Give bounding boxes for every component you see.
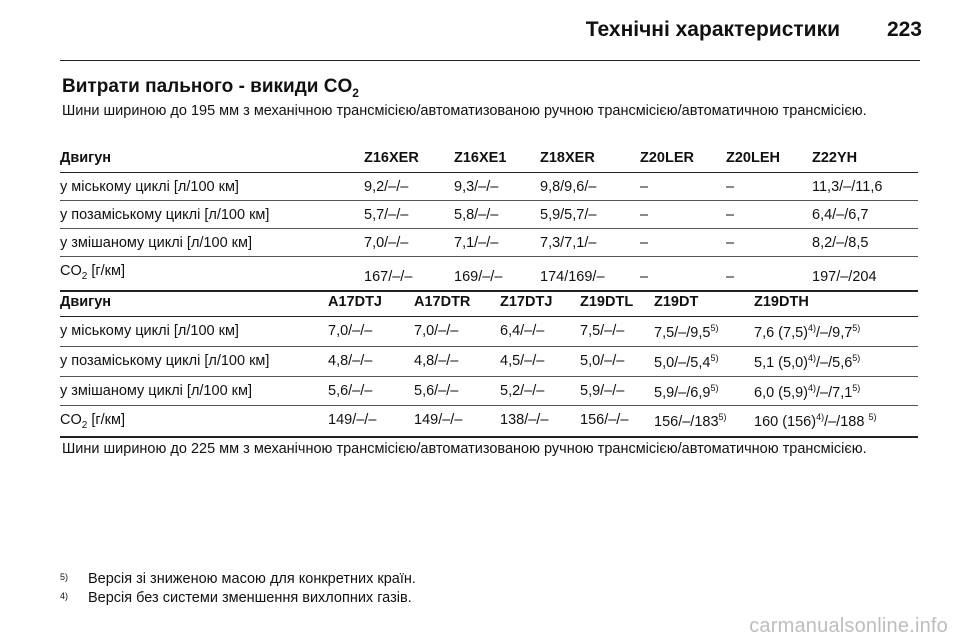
tire-note-225: Шини шириною до 225 мм з механічною трансмісією/автоматизованою ручною трансмісією/автоматичною трансмісією. xyxy=(62,441,867,457)
row-label: у змішаному циклі [л/100 км] xyxy=(60,376,328,406)
footnotes xyxy=(60,570,416,608)
header-rule xyxy=(60,60,920,61)
petrol-consumption-table xyxy=(60,148,918,292)
section-title: Витрати пального - викиди $CO_2$ xyxy=(62,76,359,100)
table-cell: 5,6/–/– xyxy=(414,376,500,406)
table-cell: 5,2/–/– xyxy=(500,376,580,406)
watermark: carmanualsonline.info xyxy=(749,615,948,637)
table-cell: 5,9/–/– xyxy=(580,376,654,406)
row-label: у міському циклі [л/100 км] xyxy=(60,173,364,201)
table-cell: – xyxy=(726,257,812,292)
table-cell: 5,1 $(5,0)^{4)}/-/5,6^{5)}$ xyxy=(754,346,918,376)
table-cell: – xyxy=(726,229,812,257)
column-header: Z16XE1 xyxy=(454,148,540,173)
table-cell: – xyxy=(726,173,812,201)
table-cell: 5,7/–/– xyxy=(364,201,454,229)
column-header: Z22YH xyxy=(812,148,918,173)
table-cell: 197/–/204 xyxy=(812,257,918,292)
table-cell: 4,8/–/– xyxy=(328,346,414,376)
column-header: Z20LEH xyxy=(726,148,812,173)
column-header: Двигун xyxy=(60,292,328,317)
table-cell: 149/–/– xyxy=(328,406,414,437)
row-label: у позаміському циклі [л/100 км] xyxy=(60,201,364,229)
table-cell: 5,9/5,7/– xyxy=(540,201,640,229)
column-header: A17DTJ xyxy=(328,292,414,317)
table-cell: 5,0/–/5,4$^{5)}$ xyxy=(654,346,754,376)
column-header: Z19DTH xyxy=(754,292,918,317)
row-label: у змішаному циклі [л/100 км] xyxy=(60,229,364,257)
row-label: у міському циклі [л/100 км] xyxy=(60,317,328,347)
table-cell: 156/–/183$^{5)}$ xyxy=(654,406,754,437)
table-row xyxy=(60,173,918,201)
footnote-text: Версія зі зниженою масою для конкретних країн. xyxy=(88,571,416,587)
footnote xyxy=(60,570,416,589)
table-row xyxy=(60,376,918,406)
column-header: Z20LER xyxy=(640,148,726,173)
table-cell: 7,5/–/– xyxy=(580,317,654,347)
table-cell: 7,0/–/– xyxy=(414,317,500,347)
table-row xyxy=(60,317,918,347)
footnote xyxy=(60,589,416,608)
table-row xyxy=(60,346,918,376)
table-cell: 5,9/–/6,9$^{5)}$ xyxy=(654,376,754,406)
table-row xyxy=(60,406,918,437)
table-cell: 9,3/–/– xyxy=(454,173,540,201)
table-cell: 4,8/–/– xyxy=(414,346,500,376)
table-cell: 8,2/–/8,5 xyxy=(812,229,918,257)
table-cell: – xyxy=(640,257,726,292)
table-cell: 7,5/–/9,5$^{5)}$ xyxy=(654,317,754,347)
footnote-text: Версія без системи зменшення вихлопних газів. xyxy=(88,590,412,606)
diesel-consumption-table xyxy=(60,292,918,438)
header-title: Технічні характеристики xyxy=(585,18,840,41)
table-cell: 174/169/– xyxy=(540,257,640,292)
table-cell: 5,8/–/– xyxy=(454,201,540,229)
column-header: Z16XER xyxy=(364,148,454,173)
column-header: Z19DT xyxy=(654,292,754,317)
table-cell: – xyxy=(726,201,812,229)
row-label: $CO_2$ [г/км] xyxy=(60,257,364,292)
table-cell: 6,4/–/6,7 xyxy=(812,201,918,229)
table-cell: 6,4/–/– xyxy=(500,317,580,347)
tire-note-195: Шини шириною до 195 мм з механічною трансмісією/автоматизованою ручною трансмісією/автоматичною трансмісією. xyxy=(62,103,867,119)
column-header: Z19DTL xyxy=(580,292,654,317)
table-cell: 4,5/–/– xyxy=(500,346,580,376)
column-header: A17DTR xyxy=(414,292,500,317)
table-cell: – xyxy=(640,173,726,201)
table-header-row xyxy=(60,148,918,173)
column-header: Z18XER xyxy=(540,148,640,173)
table-cell: 7,0/–/– xyxy=(328,317,414,347)
table-cell: 149/–/– xyxy=(414,406,500,437)
table-cell: 5,0/–/– xyxy=(580,346,654,376)
table-cell: 7,3/7,1/– xyxy=(540,229,640,257)
table-cell: 7,0/–/– xyxy=(364,229,454,257)
table-cell: – xyxy=(640,201,726,229)
table-cell: 11,3/–/11,6 xyxy=(812,173,918,201)
page-number: 223 xyxy=(886,18,922,41)
table-cell: 5,6/–/– xyxy=(328,376,414,406)
table-cell: 160 $(156)^{4)}/-/188$ $^{5)}$ xyxy=(754,406,918,437)
table-cell: 6,0 $(5,9)^{4)}/-/7,1^{5)}$ xyxy=(754,376,918,406)
table-cell: 138/–/– xyxy=(500,406,580,437)
column-header: Двигун xyxy=(60,148,364,173)
table-cell: 9,8/9,6/– xyxy=(540,173,640,201)
row-label: у позаміському циклі [л/100 км] xyxy=(60,346,328,376)
table-header-row xyxy=(60,292,918,317)
table-cell: 7,1/–/– xyxy=(454,229,540,257)
table-row xyxy=(60,229,918,257)
table-cell: 9,2/–/– xyxy=(364,173,454,201)
table-cell: 167/–/– xyxy=(364,257,454,292)
table-row xyxy=(60,201,918,229)
row-label: $CO_2$ [г/км] xyxy=(60,406,328,437)
table-row xyxy=(60,257,918,292)
table-cell: 169/–/– xyxy=(454,257,540,292)
table-cell: 156/–/– xyxy=(580,406,654,437)
table-cell: – xyxy=(640,229,726,257)
column-header: Z17DTJ xyxy=(500,292,580,317)
table-cell: 7,6 $(7,5)^{4)}/-/9,7^{5)}$ xyxy=(754,317,918,347)
footnote-mark: 5) xyxy=(60,572,69,582)
footnote-mark: 4) xyxy=(60,591,69,601)
